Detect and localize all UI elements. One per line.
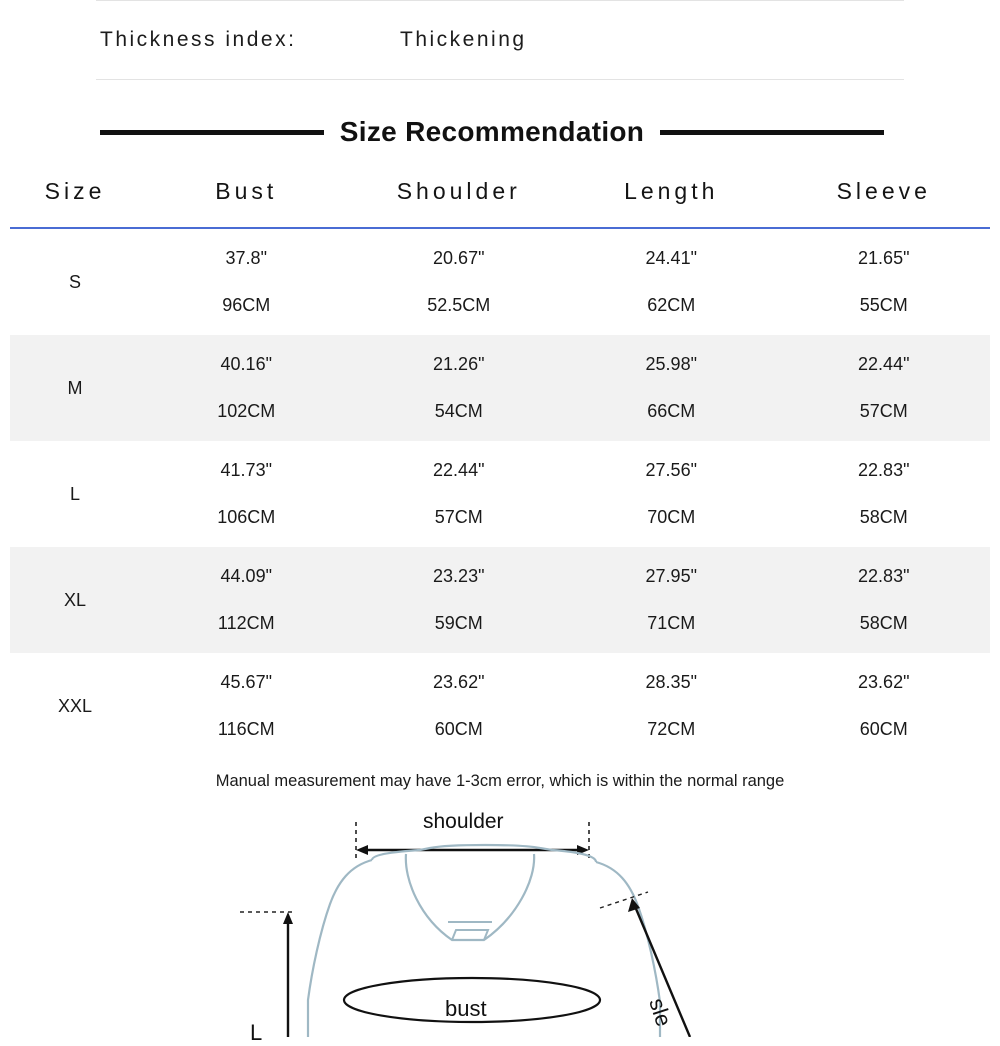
cell-bust — [140, 441, 353, 547]
column-header-length: Length — [624, 178, 719, 204]
value-inch: 25.98" — [645, 354, 697, 374]
value-cm: 66CM — [647, 401, 696, 421]
garment-illustration — [0, 800, 1000, 1037]
value-cm: 60CM — [859, 719, 908, 739]
column-header-shoulder: Shoulder — [396, 178, 521, 204]
spec-block — [96, 0, 904, 80]
section-title: Size Recommendation — [339, 116, 645, 147]
cell-length — [565, 228, 778, 335]
value-inch: 28.35" — [645, 672, 697, 692]
value-cm: 116CM — [217, 719, 275, 739]
value-inch: 23.62" — [858, 672, 910, 692]
spec-label-thickness: Thickness index: — [100, 28, 297, 51]
measurement-note: Manual measurement may have 1-3cm error, which is within the normal range — [215, 772, 785, 790]
cell-size — [10, 441, 140, 547]
value-inch: 22.83" — [858, 460, 910, 480]
value-inch: 22.44" — [433, 460, 485, 480]
value-cm: 70CM — [647, 507, 696, 527]
cell-sleeve — [778, 441, 991, 547]
cell-bust — [140, 228, 353, 335]
cell-length — [565, 547, 778, 653]
table-header-row — [10, 170, 990, 228]
value-cm: 60CM — [434, 719, 483, 739]
table-row — [10, 547, 990, 653]
table-head — [10, 170, 990, 228]
value-inch: 45.67" — [220, 672, 272, 692]
size-chart-table — [10, 170, 990, 759]
cell-shoulder — [353, 335, 566, 441]
column-header-sleeve: Sleeve — [836, 178, 931, 204]
value-cm: 71CM — [647, 613, 696, 633]
value-cm: 58CM — [859, 507, 908, 527]
value-cm: 112CM — [217, 613, 275, 633]
value-inch: 20.67" — [433, 248, 485, 268]
value-cm: 54CM — [434, 401, 483, 421]
value-inch: 27.95" — [645, 566, 697, 586]
cell-bust — [140, 335, 353, 441]
value-inch: 44.09" — [220, 566, 272, 586]
value-cm: 57CM — [859, 401, 908, 421]
diagram-label-length: L — [250, 1020, 263, 1045]
table-row — [10, 228, 990, 335]
value-cm: 106CM — [217, 507, 276, 527]
value-inch: 21.65" — [858, 248, 910, 268]
cell-length — [565, 441, 778, 547]
value-cm: 57CM — [434, 507, 483, 527]
value-cm: 102CM — [217, 401, 276, 421]
value-inch: 22.44" — [858, 354, 910, 374]
value-inch: 41.73" — [220, 460, 272, 480]
cell-shoulder — [353, 547, 566, 653]
value-inch: 22.83" — [858, 566, 910, 586]
value-cm: 96CM — [222, 295, 271, 315]
value-cm: 58CM — [859, 613, 908, 633]
cell-bust — [140, 547, 353, 653]
spec-divider-bottom — [96, 79, 904, 80]
cell-shoulder — [353, 441, 566, 547]
cell-length — [565, 335, 778, 441]
column-header-size: Size — [44, 178, 106, 204]
value-inch: 27.56" — [645, 460, 697, 480]
size-value: XXL — [57, 695, 93, 716]
cell-size — [10, 547, 140, 653]
value-inch: 23.23" — [433, 566, 485, 586]
spec-row-thickness — [96, 1, 904, 79]
value-inch: 40.16" — [220, 354, 272, 374]
spec-value-thickness: Thickening — [400, 28, 527, 51]
value-inch: 37.8" — [225, 248, 267, 268]
cell-sleeve — [778, 335, 991, 441]
value-cm: 55CM — [859, 295, 908, 315]
diagram-label-shoulder: shoulder — [423, 810, 504, 833]
column-header-bust: Bust — [215, 178, 278, 204]
table-row — [10, 653, 990, 759]
diagram-label-sleeve: sle — [644, 995, 677, 1030]
value-cm: 62CM — [647, 295, 696, 315]
cell-length — [565, 653, 778, 759]
value-cm: 52.5CM — [427, 295, 491, 315]
diagram-label-bust: bust — [445, 996, 487, 1021]
cell-shoulder — [353, 228, 566, 335]
cell-sleeve — [778, 653, 991, 759]
value-cm: 72CM — [647, 719, 696, 739]
value-inch: 23.62" — [433, 672, 485, 692]
cell-size — [10, 335, 140, 441]
cell-bust — [140, 653, 353, 759]
rule-left — [100, 130, 324, 135]
cell-sleeve — [778, 228, 991, 335]
table-row — [10, 441, 990, 547]
value-inch: 21.26" — [433, 354, 485, 374]
cell-shoulder — [353, 653, 566, 759]
garment-diagram — [0, 800, 1000, 1045]
rule-right — [660, 130, 884, 135]
table-body — [10, 228, 990, 759]
size-value: M — [67, 377, 83, 398]
section-header — [100, 116, 884, 148]
table-row — [10, 335, 990, 441]
cell-size — [10, 228, 140, 335]
size-value: XL — [63, 589, 87, 610]
size-value: S — [68, 271, 81, 292]
value-inch: 24.41" — [645, 248, 697, 268]
cell-size — [10, 653, 140, 759]
size-value: L — [69, 483, 80, 504]
cell-sleeve — [778, 547, 991, 653]
value-cm: 59CM — [434, 613, 483, 633]
